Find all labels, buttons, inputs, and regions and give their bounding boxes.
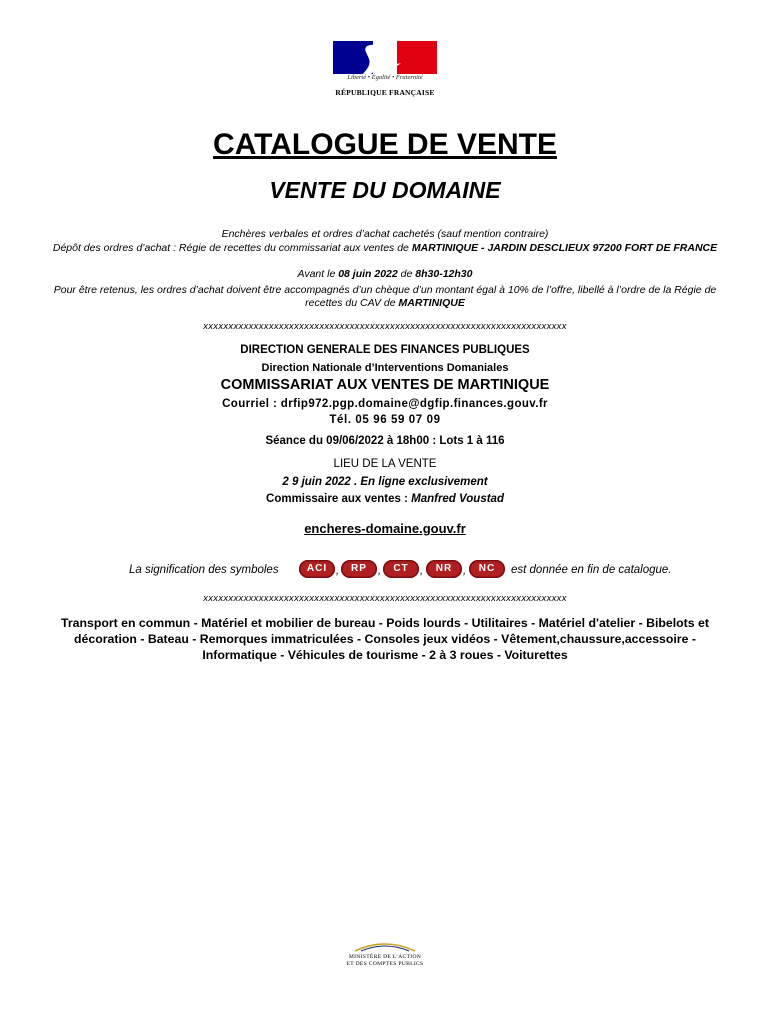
avant-date: 08 juin 2022	[338, 268, 398, 280]
pour-text	[40, 284, 730, 310]
website-link[interactable]: encheres-domaine.gouv.fr	[304, 521, 466, 536]
badge-nr: NR	[426, 560, 462, 578]
republique-francaise-text: RÉPUBLIQUE FRANÇAISE	[335, 88, 435, 97]
motto-text: Liberté • Égalité • Fraternité	[347, 74, 423, 81]
ministere-arc-icon	[353, 940, 417, 952]
badge-nc: NC	[469, 560, 505, 578]
badge-rp: RP	[341, 560, 377, 578]
pour-prefix: Pour être retenus, les ordres d’achat doivent être accompagnés d’un chèque d’un montant égal à 10% de l’offre, libellé à l’ordre de la Régie de recettes du CAV de	[53, 284, 717, 309]
symbols-suffix: est donnée en fin de catalogue.	[511, 564, 672, 576]
symbols-prefix: La signification des symboles	[129, 564, 279, 576]
separator-top: xxxxxxxxxxxxxxxxxxxxxxxxxxxxxxxxxxxxxxxxxxxxxxxxxxxxxxxxxxxxxxxxxxxxxxxx	[203, 321, 567, 332]
lieu-label: LIEU DE LA VENTE	[333, 458, 437, 470]
ministere-line2: ET DES COMPTES PUBLICS	[346, 961, 424, 967]
cav-heading: COMMISSARIAT AUX VENTES DE MARTINIQUE	[220, 377, 550, 393]
commissaire-label: Commissaire aux ventes :	[266, 493, 412, 505]
marianne-flag-icon	[333, 41, 437, 74]
depot-address: MARTINIQUE - JARDIN DESCLIEUX 97200 FORT DE FRANCE	[411, 242, 718, 254]
depot-text	[40, 242, 730, 255]
avant-mid: de	[397, 268, 416, 280]
ministere-logo	[335, 940, 435, 974]
categories-list: Transport en commun - Matériel et mobilier de bureau - Poids lourds - Utilitaires - Matériel d'atelier - Bibelots et décoration - Bateau - Remorques immatriculées - Consoles jeux vidéos - Vêtement,chaussure,accessoire - Informatique - Véhicules de tourisme - 2 à 3 roues - Voiturettes	[61, 616, 709, 662]
page-title: CATALOGUE DE VENTE	[213, 128, 557, 161]
dgfip-heading: DIRECTION GENERALE DES FINANCES PUBLIQUES	[240, 344, 530, 356]
separator-bottom: xxxxxxxxxxxxxxxxxxxxxxxxxxxxxxxxxxxxxxxxxxxxxxxxxxxxxxxxxxxxxxxxxxxxxxxx	[203, 593, 567, 604]
commissaire-name: Manfred Voustad	[411, 493, 504, 505]
badge-ct: CT	[383, 560, 419, 578]
seance-text: Séance du 09/06/2022 à 18h00 : Lots 1 à 116	[265, 435, 505, 447]
dnid-heading: Direction Nationale d’Interventions Domaniales	[261, 362, 509, 374]
tel-text: Tél. 05 96 59 07 09	[329, 414, 441, 426]
badge-aci: ACI	[299, 560, 335, 578]
ministere-line1: MINISTÈRE DE L’ACTION	[348, 954, 422, 960]
avant-text	[0, 268, 770, 281]
republique-francaise-logo	[333, 41, 437, 101]
avant-prefix: Avant le	[297, 268, 339, 280]
depot-prefix: Dépôt des ordres d’achat : Régie de recettes du commissariat aux ventes de	[52, 242, 412, 254]
pour-region: MARTINIQUE	[398, 297, 465, 309]
vente-date: 2 9 juin 2022 . En ligne exclusivement	[282, 476, 488, 488]
commissaire-text	[0, 493, 770, 505]
courriel-text: Courriel : drfip972.pgp.domaine@dgfip.finances.gouv.fr	[222, 398, 548, 410]
encheres-text: Enchères verbales et ordres d’achat cachetés (sauf mention contraire)	[221, 228, 549, 240]
symbols-legend: La signification des symboles ACI , RP , CT , NR , NC est donnée en fin de catalogue.	[0, 559, 770, 581]
avant-time: 8h30-12h30	[415, 268, 473, 280]
page-subtitle: VENTE DU DOMAINE	[269, 177, 501, 203]
